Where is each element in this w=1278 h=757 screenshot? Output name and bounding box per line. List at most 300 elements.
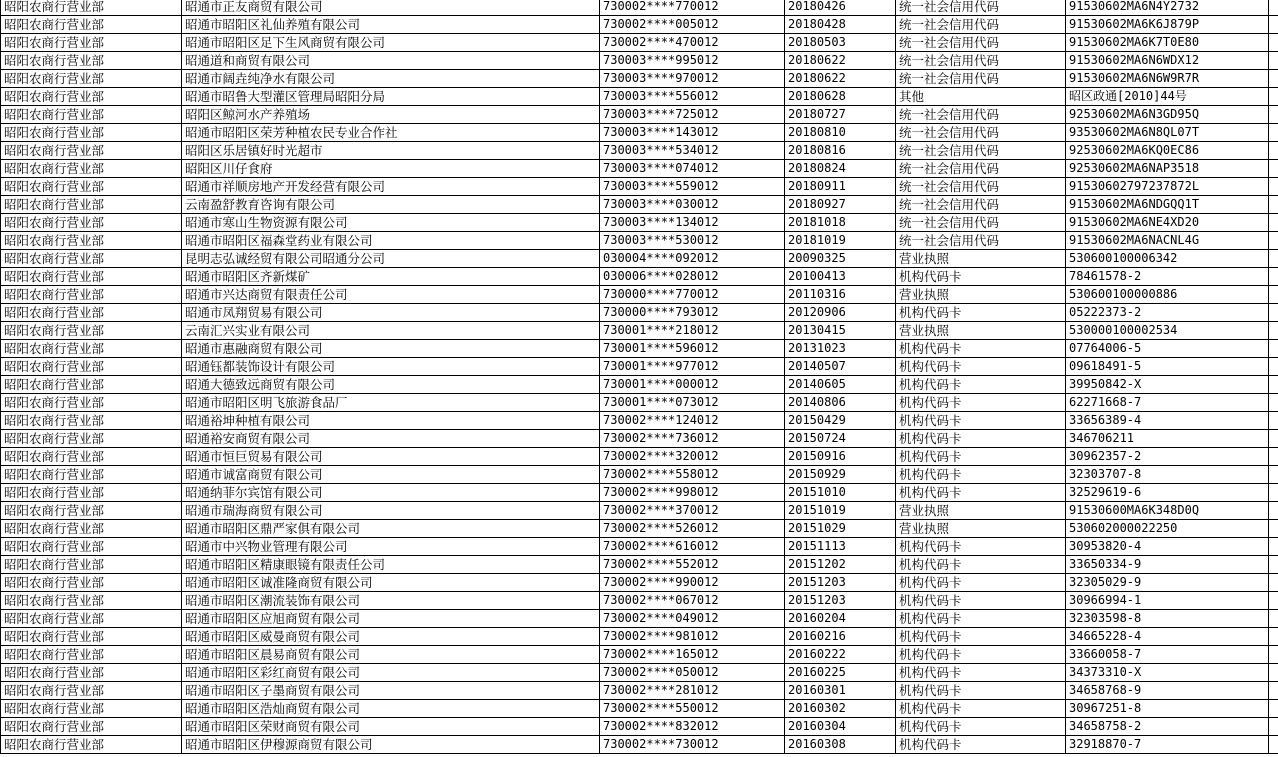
document-number-cell[interactable]: 92530602MA6KQ0EC86 xyxy=(1066,142,1269,160)
document-number-cell[interactable]: 530600100006342 xyxy=(1066,250,1269,268)
document-type-cell[interactable]: 机构代码卡 xyxy=(896,592,1066,610)
company-name-cell[interactable]: 昭通市昭阳区齐新煤矿 xyxy=(182,268,600,286)
account-number-cell[interactable]: 730002****550012 xyxy=(600,700,785,718)
empty-cell[interactable] xyxy=(1269,556,1278,574)
account-number-cell[interactable]: 730002****124012 xyxy=(600,412,785,430)
document-type-cell[interactable]: 统一社会信用代码 xyxy=(896,34,1066,52)
empty-cell[interactable] xyxy=(1269,88,1278,106)
branch-cell[interactable]: 昭阳农商行营业部 xyxy=(1,322,182,340)
account-number-cell[interactable]: 730002****998012 xyxy=(600,484,785,502)
open-date-cell[interactable]: 20090325 xyxy=(785,250,896,268)
account-number-cell[interactable]: 730003****556012 xyxy=(600,88,785,106)
document-type-cell[interactable]: 机构代码卡 xyxy=(896,574,1066,592)
document-number-cell[interactable]: 32918870-7 xyxy=(1066,736,1269,754)
empty-cell[interactable] xyxy=(1269,664,1278,682)
account-number-cell[interactable]: 730003****725012 xyxy=(600,106,785,124)
company-name-cell[interactable]: 昭通市正友商贸有限公司 xyxy=(182,0,600,16)
document-type-cell[interactable]: 机构代码卡 xyxy=(896,412,1066,430)
document-type-cell[interactable]: 统一社会信用代码 xyxy=(896,196,1066,214)
document-number-cell[interactable]: 33650334-9 xyxy=(1066,556,1269,574)
company-name-cell[interactable]: 昭通市昭阳区荣芳种植农民专业合作社 xyxy=(182,124,600,142)
document-type-cell[interactable]: 机构代码卡 xyxy=(896,394,1066,412)
company-name-cell[interactable]: 云南汇兴实业有限公司 xyxy=(182,322,600,340)
company-name-cell[interactable]: 昭通道和商贸有限公司 xyxy=(182,52,600,70)
branch-cell[interactable]: 昭阳农商行营业部 xyxy=(1,0,182,16)
branch-cell[interactable]: 昭阳农商行营业部 xyxy=(1,610,182,628)
open-date-cell[interactable]: 20151010 xyxy=(785,484,896,502)
empty-cell[interactable] xyxy=(1269,196,1278,214)
document-type-cell[interactable]: 机构代码卡 xyxy=(896,304,1066,322)
branch-cell[interactable]: 昭阳农商行营业部 xyxy=(1,430,182,448)
company-name-cell[interactable]: 昭通市瑞海商贸有限公司 xyxy=(182,502,600,520)
document-type-cell[interactable]: 机构代码卡 xyxy=(896,340,1066,358)
open-date-cell[interactable]: 20180622 xyxy=(785,70,896,88)
account-number-cell[interactable]: 730002****067012 xyxy=(600,592,785,610)
company-name-cell[interactable]: 昭通市昭阳区威曼商贸有限公司 xyxy=(182,628,600,646)
open-date-cell[interactable]: 20180622 xyxy=(785,52,896,70)
empty-cell[interactable] xyxy=(1269,448,1278,466)
open-date-cell[interactable]: 20181019 xyxy=(785,232,896,250)
empty-cell[interactable] xyxy=(1269,502,1278,520)
document-number-cell[interactable]: 07764006-5 xyxy=(1066,340,1269,358)
document-number-cell[interactable]: 91530600MA6K348D0Q xyxy=(1066,502,1269,520)
document-type-cell[interactable]: 机构代码卡 xyxy=(896,538,1066,556)
open-date-cell[interactable]: 20151029 xyxy=(785,520,896,538)
document-number-cell[interactable]: 91530602797237872L xyxy=(1066,178,1269,196)
document-number-cell[interactable]: 34658768-9 xyxy=(1066,682,1269,700)
table-body xyxy=(1,0,1278,754)
document-type-cell[interactable]: 机构代码卡 xyxy=(896,736,1066,754)
document-type-cell[interactable]: 营业执照 xyxy=(896,322,1066,340)
document-type-cell[interactable]: 机构代码卡 xyxy=(896,628,1066,646)
branch-cell[interactable]: 昭阳农商行营业部 xyxy=(1,412,182,430)
empty-cell[interactable] xyxy=(1269,268,1278,286)
document-type-cell[interactable]: 统一社会信用代码 xyxy=(896,232,1066,250)
document-number-cell[interactable]: 33656389-4 xyxy=(1066,412,1269,430)
company-name-cell[interactable]: 昭通市昭阳区伊穆源商贸有限公司 xyxy=(182,736,600,754)
company-name-cell[interactable]: 昭通市阔垚纯净水有限公司 xyxy=(182,70,600,88)
document-type-cell[interactable]: 营业执照 xyxy=(896,520,1066,538)
document-type-cell[interactable]: 其他 xyxy=(896,88,1066,106)
open-date-cell[interactable]: 20160222 xyxy=(785,646,896,664)
document-type-cell[interactable]: 统一社会信用代码 xyxy=(896,52,1066,70)
document-number-cell[interactable]: 30962357-2 xyxy=(1066,448,1269,466)
branch-cell[interactable]: 昭阳农商行营业部 xyxy=(1,376,182,394)
company-name-cell[interactable]: 昭通市昭阳区精康眼镜有限责任公司 xyxy=(182,556,600,574)
document-number-cell[interactable]: 530602000022250 xyxy=(1066,520,1269,538)
company-name-cell[interactable]: 昭通市昭阳区浩灿商贸有限公司 xyxy=(182,700,600,718)
document-number-cell[interactable]: 33660058-7 xyxy=(1066,646,1269,664)
branch-cell[interactable]: 昭阳农商行营业部 xyxy=(1,340,182,358)
account-number-cell[interactable]: 730003****995012 xyxy=(600,52,785,70)
branch-cell[interactable]: 昭阳农商行营业部 xyxy=(1,646,182,664)
empty-cell[interactable] xyxy=(1269,358,1278,376)
branch-cell[interactable]: 昭阳农商行营业部 xyxy=(1,520,182,538)
document-type-cell[interactable]: 机构代码卡 xyxy=(896,556,1066,574)
document-type-cell[interactable]: 营业执照 xyxy=(896,502,1066,520)
empty-cell[interactable] xyxy=(1269,106,1278,124)
open-date-cell[interactable]: 20151203 xyxy=(785,574,896,592)
company-name-cell[interactable]: 昭通市诚富商贸有限公司 xyxy=(182,466,600,484)
empty-cell[interactable] xyxy=(1269,718,1278,736)
branch-cell[interactable]: 昭阳农商行营业部 xyxy=(1,160,182,178)
company-name-cell[interactable]: 昭通市凤翔贸易有限公司 xyxy=(182,304,600,322)
branch-cell[interactable]: 昭阳农商行营业部 xyxy=(1,502,182,520)
company-name-cell[interactable]: 昭通市昭阳区彩红商贸有限公司 xyxy=(182,664,600,682)
open-date-cell[interactable]: 20151202 xyxy=(785,556,896,574)
document-type-cell[interactable]: 统一社会信用代码 xyxy=(896,142,1066,160)
account-number-cell[interactable]: 730002****730012 xyxy=(600,736,785,754)
document-number-cell[interactable]: 30967251-8 xyxy=(1066,700,1269,718)
branch-cell[interactable]: 昭阳农商行营业部 xyxy=(1,16,182,34)
branch-cell[interactable]: 昭阳农商行营业部 xyxy=(1,736,182,754)
document-number-cell[interactable]: 34665228-4 xyxy=(1066,628,1269,646)
document-number-cell[interactable]: 34373310-X xyxy=(1066,664,1269,682)
empty-cell[interactable] xyxy=(1269,340,1278,358)
empty-cell[interactable] xyxy=(1269,142,1278,160)
branch-cell[interactable]: 昭阳农商行营业部 xyxy=(1,268,182,286)
document-number-cell[interactable]: 昭区政通[2010]44号 xyxy=(1066,88,1269,106)
table-row xyxy=(1,682,1278,700)
document-number-cell[interactable]: 91530602MA6NACNL4G xyxy=(1066,232,1269,250)
open-date-cell[interactable]: 20150929 xyxy=(785,466,896,484)
branch-cell[interactable]: 昭阳农商行营业部 xyxy=(1,250,182,268)
document-type-cell[interactable]: 统一社会信用代码 xyxy=(896,16,1066,34)
company-name-cell[interactable]: 昭通市昭鲁大型灌区管理局昭阳分局 xyxy=(182,88,600,106)
open-date-cell[interactable]: 20160304 xyxy=(785,718,896,736)
open-date-cell[interactable]: 20110316 xyxy=(785,286,896,304)
company-name-cell[interactable]: 昭通市昭阳区诚准隆商贸有限公司 xyxy=(182,574,600,592)
account-number-cell[interactable]: 730003****530012 xyxy=(600,232,785,250)
branch-cell[interactable]: 昭阳农商行营业部 xyxy=(1,574,182,592)
document-number-cell[interactable]: 78461578-2 xyxy=(1066,268,1269,286)
empty-cell[interactable] xyxy=(1269,466,1278,484)
document-type-cell[interactable]: 机构代码卡 xyxy=(896,268,1066,286)
branch-cell[interactable]: 昭阳农商行营业部 xyxy=(1,52,182,70)
company-name-cell[interactable]: 昭通裕安商贸有限公司 xyxy=(182,430,600,448)
account-number-cell[interactable]: 730002****736012 xyxy=(600,430,785,448)
document-number-cell[interactable]: 91530602MA6K6J879P xyxy=(1066,16,1269,34)
account-number-cell[interactable]: 730002****558012 xyxy=(600,466,785,484)
company-name-cell[interactable]: 昭阳区乐居镇好时光超市 xyxy=(182,142,600,160)
open-date-cell[interactable]: 20180503 xyxy=(785,34,896,52)
empty-cell[interactable] xyxy=(1269,628,1278,646)
company-name-cell[interactable]: 昭通钰都装饰设计有限公司 xyxy=(182,358,600,376)
open-date-cell[interactable]: 20150724 xyxy=(785,430,896,448)
table-row xyxy=(1,16,1278,34)
company-name-cell[interactable]: 昭通市中兴物业管理有限公司 xyxy=(182,538,600,556)
company-name-cell[interactable]: 昭阳区川仔食府 xyxy=(182,160,600,178)
company-name-cell[interactable]: 昭通大德致远商贸有限公司 xyxy=(182,376,600,394)
document-number-cell[interactable]: 30966994-1 xyxy=(1066,592,1269,610)
empty-cell[interactable] xyxy=(1269,52,1278,70)
branch-cell[interactable]: 昭阳农商行营业部 xyxy=(1,556,182,574)
table-row xyxy=(1,304,1278,322)
document-type-cell[interactable]: 机构代码卡 xyxy=(896,664,1066,682)
branch-cell[interactable]: 昭阳农商行营业部 xyxy=(1,700,182,718)
company-name-cell[interactable]: 昭通市昭阳区应旭商贸有限公司 xyxy=(182,610,600,628)
document-type-cell[interactable]: 机构代码卡 xyxy=(896,700,1066,718)
account-number-cell[interactable]: 730002****165012 xyxy=(600,646,785,664)
document-type-cell[interactable]: 机构代码卡 xyxy=(896,376,1066,394)
open-date-cell[interactable]: 20160225 xyxy=(785,664,896,682)
empty-cell[interactable] xyxy=(1269,484,1278,502)
account-number-cell[interactable]: 730003****030012 xyxy=(600,196,785,214)
open-date-cell[interactable]: 20181018 xyxy=(785,214,896,232)
account-number-cell[interactable]: 730002****470012 xyxy=(600,34,785,52)
document-type-cell[interactable]: 统一社会信用代码 xyxy=(896,124,1066,142)
table-row xyxy=(1,286,1278,304)
company-name-cell[interactable]: 昭通市昭阳区潮流装饰有限公司 xyxy=(182,592,600,610)
branch-cell[interactable]: 昭阳农商行营业部 xyxy=(1,358,182,376)
empty-cell[interactable] xyxy=(1269,520,1278,538)
document-type-cell[interactable]: 营业执照 xyxy=(896,286,1066,304)
document-type-cell[interactable]: 机构代码卡 xyxy=(896,682,1066,700)
company-name-cell[interactable]: 昭通市恒巨贸易有限公司 xyxy=(182,448,600,466)
company-name-cell[interactable]: 云南盈舒教育咨询有限公司 xyxy=(182,196,600,214)
branch-cell[interactable]: 昭阳农商行营业部 xyxy=(1,538,182,556)
open-date-cell[interactable]: 20140605 xyxy=(785,376,896,394)
empty-cell[interactable] xyxy=(1269,412,1278,430)
document-type-cell[interactable]: 机构代码卡 xyxy=(896,448,1066,466)
document-number-cell[interactable]: 39950842-X xyxy=(1066,376,1269,394)
document-number-cell[interactable]: 32303707-8 xyxy=(1066,466,1269,484)
open-date-cell[interactable]: 20180727 xyxy=(785,106,896,124)
account-number-cell[interactable]: 730002****616012 xyxy=(600,538,785,556)
open-date-cell[interactable]: 20130415 xyxy=(785,322,896,340)
company-name-cell[interactable]: 昭通市昭阳区福森堂药业有限公司 xyxy=(182,232,600,250)
document-number-cell[interactable]: 530600100000886 xyxy=(1066,286,1269,304)
account-number-cell[interactable]: 730002****005012 xyxy=(600,16,785,34)
account-number-cell[interactable]: 730000****770012 xyxy=(600,286,785,304)
open-date-cell[interactable]: 20180810 xyxy=(785,124,896,142)
account-number-cell[interactable]: 730000****793012 xyxy=(600,304,785,322)
account-number-cell[interactable]: 730002****370012 xyxy=(600,502,785,520)
document-number-cell[interactable]: 346706211 xyxy=(1066,430,1269,448)
company-name-cell[interactable]: 昭通市惠融商贸有限公司 xyxy=(182,340,600,358)
company-name-cell[interactable]: 昭通市昭阳区鼎严家俱有限公司 xyxy=(182,520,600,538)
empty-cell[interactable] xyxy=(1269,0,1278,16)
document-type-cell[interactable]: 统一社会信用代码 xyxy=(896,106,1066,124)
open-date-cell[interactable]: 20150916 xyxy=(785,448,896,466)
document-type-cell[interactable]: 统一社会信用代码 xyxy=(896,214,1066,232)
open-date-cell[interactable]: 20140806 xyxy=(785,394,896,412)
branch-cell[interactable]: 昭阳农商行营业部 xyxy=(1,106,182,124)
open-date-cell[interactable]: 20180628 xyxy=(785,88,896,106)
empty-cell[interactable] xyxy=(1269,124,1278,142)
empty-cell[interactable] xyxy=(1269,34,1278,52)
open-date-cell[interactable]: 20160204 xyxy=(785,610,896,628)
branch-cell[interactable]: 昭阳农商行营业部 xyxy=(1,466,182,484)
empty-cell[interactable] xyxy=(1269,646,1278,664)
branch-cell[interactable]: 昭阳农商行营业部 xyxy=(1,196,182,214)
document-number-cell[interactable]: 92530602MA6NAP3518 xyxy=(1066,160,1269,178)
empty-cell[interactable] xyxy=(1269,322,1278,340)
empty-cell[interactable] xyxy=(1269,250,1278,268)
document-number-cell[interactable]: 93530602MA6N8QL07T xyxy=(1066,124,1269,142)
document-number-cell[interactable]: 530000100002534 xyxy=(1066,322,1269,340)
branch-cell[interactable]: 昭阳农商行营业部 xyxy=(1,142,182,160)
account-number-cell[interactable]: 730002****320012 xyxy=(600,448,785,466)
company-name-cell[interactable]: 昭通市昭阳区晨易商贸有限公司 xyxy=(182,646,600,664)
document-type-cell[interactable]: 营业执照 xyxy=(896,250,1066,268)
account-number-cell[interactable]: 730002****526012 xyxy=(600,520,785,538)
company-name-cell[interactable]: 昭通市寒山生物资源有限公司 xyxy=(182,214,600,232)
company-name-cell[interactable]: 昭通市昭阳区子墨商贸有限公司 xyxy=(182,682,600,700)
branch-cell[interactable]: 昭阳农商行营业部 xyxy=(1,718,182,736)
account-number-cell[interactable]: 730003****559012 xyxy=(600,178,785,196)
branch-cell[interactable]: 昭阳农商行营业部 xyxy=(1,70,182,88)
document-type-cell[interactable]: 统一社会信用代码 xyxy=(896,178,1066,196)
empty-cell[interactable] xyxy=(1269,394,1278,412)
open-date-cell[interactable]: 20180426 xyxy=(785,0,896,16)
document-number-cell[interactable]: 92530602MA6N3GD95Q xyxy=(1066,106,1269,124)
open-date-cell[interactable]: 20151203 xyxy=(785,592,896,610)
empty-cell[interactable] xyxy=(1269,214,1278,232)
document-type-cell[interactable]: 机构代码卡 xyxy=(896,484,1066,502)
empty-cell[interactable] xyxy=(1269,304,1278,322)
branch-cell[interactable]: 昭阳农商行营业部 xyxy=(1,394,182,412)
empty-cell[interactable] xyxy=(1269,376,1278,394)
account-number-cell[interactable]: 730002****281012 xyxy=(600,682,785,700)
branch-cell[interactable]: 昭阳农商行营业部 xyxy=(1,124,182,142)
open-date-cell[interactable]: 20160301 xyxy=(785,682,896,700)
open-date-cell[interactable]: 20150429 xyxy=(785,412,896,430)
account-number-cell[interactable]: 730001****073012 xyxy=(600,394,785,412)
open-date-cell[interactable]: 20180927 xyxy=(785,196,896,214)
document-type-cell[interactable]: 机构代码卡 xyxy=(896,646,1066,664)
account-number-cell[interactable]: 730003****534012 xyxy=(600,142,785,160)
branch-cell[interactable]: 昭阳农商行营业部 xyxy=(1,484,182,502)
open-date-cell[interactable]: 20151113 xyxy=(785,538,896,556)
account-number-cell[interactable]: 730003****970012 xyxy=(600,70,785,88)
company-name-cell[interactable]: 昭通市祥顺房地产开发经营有限公司 xyxy=(182,178,600,196)
account-number-cell[interactable]: 730001****596012 xyxy=(600,340,785,358)
document-number-cell[interactable]: 32303598-8 xyxy=(1066,610,1269,628)
empty-cell[interactable] xyxy=(1269,430,1278,448)
company-name-cell[interactable]: 昆明志弘诚经贸有限公司昭通分公司 xyxy=(182,250,600,268)
account-number-cell[interactable]: 730002****049012 xyxy=(600,610,785,628)
empty-cell[interactable] xyxy=(1269,700,1278,718)
branch-cell[interactable]: 昭阳农商行营业部 xyxy=(1,304,182,322)
open-date-cell[interactable]: 20151019 xyxy=(785,502,896,520)
empty-cell[interactable] xyxy=(1269,286,1278,304)
branch-cell[interactable]: 昭阳农商行营业部 xyxy=(1,88,182,106)
company-name-cell[interactable]: 昭通市昭阳区荣财商贸有限公司 xyxy=(182,718,600,736)
empty-cell[interactable] xyxy=(1269,70,1278,88)
document-type-cell[interactable]: 机构代码卡 xyxy=(896,430,1066,448)
open-date-cell[interactable]: 20180428 xyxy=(785,16,896,34)
document-number-cell[interactable]: 91530602MA6NDGQQ1T xyxy=(1066,196,1269,214)
document-type-cell[interactable]: 统一社会信用代码 xyxy=(896,0,1066,16)
open-date-cell[interactable]: 20180911 xyxy=(785,178,896,196)
account-number-cell[interactable]: 730002****552012 xyxy=(600,556,785,574)
account-number-cell[interactable]: 730001****000012 xyxy=(600,376,785,394)
account-number-cell[interactable]: 730002****990012 xyxy=(600,574,785,592)
open-date-cell[interactable]: 20120906 xyxy=(785,304,896,322)
open-date-cell[interactable]: 20180816 xyxy=(785,142,896,160)
company-name-cell[interactable]: 昭通市昭阳区明飞旅游食品厂 xyxy=(182,394,600,412)
branch-cell[interactable]: 昭阳农商行营业部 xyxy=(1,448,182,466)
document-number-cell[interactable]: 09618491-5 xyxy=(1066,358,1269,376)
document-number-cell[interactable]: 91530602MA6NE4XD20 xyxy=(1066,214,1269,232)
document-number-cell[interactable]: 91530602MA6N6W9R7R xyxy=(1066,70,1269,88)
account-number-cell[interactable]: 730002****832012 xyxy=(600,718,785,736)
branch-cell[interactable]: 昭阳农商行营业部 xyxy=(1,214,182,232)
document-number-cell[interactable]: 30953820-4 xyxy=(1066,538,1269,556)
empty-cell[interactable] xyxy=(1269,610,1278,628)
branch-cell[interactable]: 昭阳农商行营业部 xyxy=(1,34,182,52)
account-number-cell[interactable]: 730001****218012 xyxy=(600,322,785,340)
open-date-cell[interactable]: 20160216 xyxy=(785,628,896,646)
open-date-cell[interactable]: 20100413 xyxy=(785,268,896,286)
document-type-cell[interactable]: 统一社会信用代码 xyxy=(896,160,1066,178)
account-number-cell[interactable]: 030004****092012 xyxy=(600,250,785,268)
document-number-cell[interactable]: 91530602MA6K7T0E80 xyxy=(1066,34,1269,52)
open-date-cell[interactable]: 20131023 xyxy=(785,340,896,358)
table-row xyxy=(1,88,1278,106)
open-date-cell[interactable]: 20160302 xyxy=(785,700,896,718)
empty-cell[interactable] xyxy=(1269,178,1278,196)
branch-cell[interactable]: 昭阳农商行营业部 xyxy=(1,628,182,646)
company-name-cell[interactable]: 昭通市兴达商贸有限责任公司 xyxy=(182,286,600,304)
branch-cell[interactable]: 昭阳农商行营业部 xyxy=(1,178,182,196)
branch-cell[interactable]: 昭阳农商行营业部 xyxy=(1,286,182,304)
account-number-cell[interactable]: 730001****977012 xyxy=(600,358,785,376)
empty-cell[interactable] xyxy=(1269,538,1278,556)
company-name-cell[interactable]: 昭通市昭阳区礼仙养殖有限公司 xyxy=(182,16,600,34)
empty-cell[interactable] xyxy=(1269,682,1278,700)
branch-cell[interactable]: 昭阳农商行营业部 xyxy=(1,682,182,700)
document-number-cell[interactable]: 91530602MA6N4Y2732 xyxy=(1066,0,1269,16)
branch-cell[interactable]: 昭阳农商行营业部 xyxy=(1,592,182,610)
account-number-cell[interactable]: 730002****050012 xyxy=(600,664,785,682)
empty-cell[interactable] xyxy=(1269,574,1278,592)
company-name-cell[interactable]: 昭通市昭阳区足下生风商贸有限公司 xyxy=(182,34,600,52)
document-number-cell[interactable]: 91530602MA6N6WDX12 xyxy=(1066,52,1269,70)
empty-cell[interactable] xyxy=(1269,592,1278,610)
empty-cell[interactable] xyxy=(1269,736,1278,754)
document-type-cell[interactable]: 统一社会信用代码 xyxy=(896,70,1066,88)
empty-cell[interactable] xyxy=(1269,232,1278,250)
open-date-cell[interactable]: 20140507 xyxy=(785,358,896,376)
document-number-cell[interactable]: 34658758-2 xyxy=(1066,718,1269,736)
document-number-cell[interactable]: 62271668-7 xyxy=(1066,394,1269,412)
branch-cell[interactable]: 昭阳农商行营业部 xyxy=(1,232,182,250)
document-type-cell[interactable]: 机构代码卡 xyxy=(896,718,1066,736)
account-number-cell[interactable]: 030006****028012 xyxy=(600,268,785,286)
document-type-cell[interactable]: 机构代码卡 xyxy=(896,466,1066,484)
account-number-cell[interactable]: 730003****074012 xyxy=(600,160,785,178)
open-date-cell[interactable]: 20180824 xyxy=(785,160,896,178)
account-number-cell[interactable]: 730003****134012 xyxy=(600,214,785,232)
document-type-cell[interactable]: 机构代码卡 xyxy=(896,358,1066,376)
empty-cell[interactable] xyxy=(1269,160,1278,178)
company-name-cell[interactable]: 昭通纳菲尔宾馆有限公司 xyxy=(182,484,600,502)
account-number-cell[interactable]: 730002****981012 xyxy=(600,628,785,646)
empty-cell[interactable] xyxy=(1269,16,1278,34)
document-number-cell[interactable]: 32529619-6 xyxy=(1066,484,1269,502)
company-name-cell[interactable]: 昭阳区鲸河水产养殖场 xyxy=(182,106,600,124)
account-number-cell[interactable]: 730003****143012 xyxy=(600,124,785,142)
branch-cell[interactable]: 昭阳农商行营业部 xyxy=(1,664,182,682)
document-number-cell[interactable]: 32305029-9 xyxy=(1066,574,1269,592)
account-number-cell[interactable]: 730002****770012 xyxy=(600,0,785,16)
document-number-cell[interactable]: 05222373-2 xyxy=(1066,304,1269,322)
open-date-cell[interactable]: 20160308 xyxy=(785,736,896,754)
document-type-cell[interactable]: 机构代码卡 xyxy=(896,610,1066,628)
company-name-cell[interactable]: 昭通裕坤种植有限公司 xyxy=(182,412,600,430)
